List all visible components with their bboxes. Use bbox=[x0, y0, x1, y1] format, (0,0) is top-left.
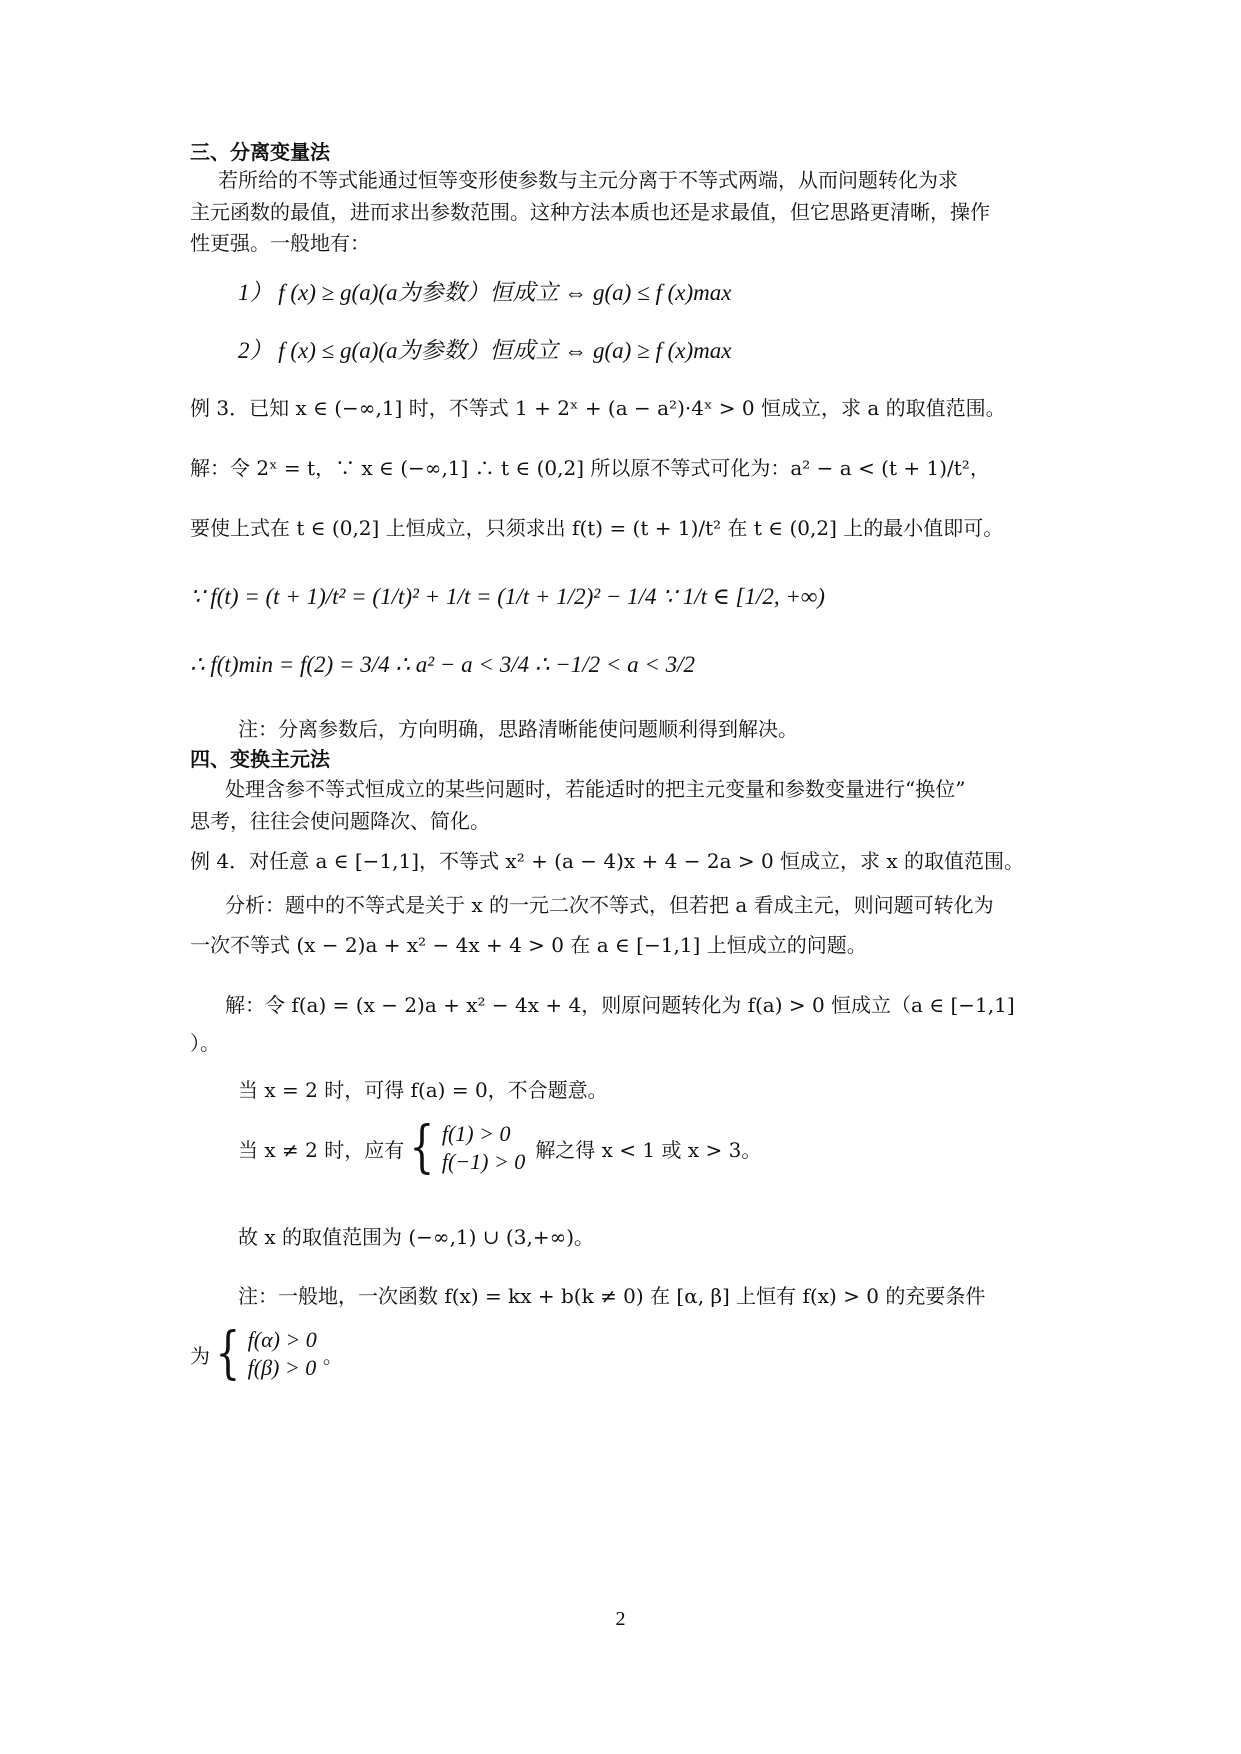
example-4-case-2 bbox=[238, 1115, 762, 1180]
case-2-suffix: 解之得 x < 1 或 x > 3。 bbox=[535, 1137, 762, 1162]
section-3-heading: 三、分离变量法 bbox=[190, 140, 330, 164]
section-3-paragraph-line-2: 主元函数的最值，进而求出参数范围。这种方法本质也还是求最值，但它思路更清晰，操作 bbox=[190, 200, 990, 224]
case-2-prefix: 当 x ≠ 2 时，应有 bbox=[238, 1137, 405, 1162]
example-3-solution-line-2: 要使上式在 t ∈ (0,2] 上恒成立，只须求出 f(t) = (t + 1)/t² 在 t ∈ (0,2] 上的最小值即可。 bbox=[190, 516, 1004, 540]
section-3-paragraph-line-1: 若所给的不等式能通过恒等变形使参数与主元分离于不等式两端，从而问题转化为求 bbox=[218, 168, 958, 192]
page-number: 2 bbox=[615, 1608, 626, 1630]
example-4-analysis-line-1: 分析：题中的不等式是关于 x 的一元二次不等式，但若把 a 看成主元，则问题可转化为 bbox=[225, 893, 994, 917]
example-4-conclusion: 故 x 的取值范围为 (−∞,1) ∪ (3,+∞)。 bbox=[238, 1225, 595, 1249]
case-2-system bbox=[442, 1120, 525, 1176]
note-2-row-1: f(α) > 0 bbox=[247, 1327, 317, 1352]
example-4-solution-line-1: 解：令 f(a) = (x − 2)a + x² − 4x + 4，则原问题转化为 f(a) > 0 恒成立（a ∈ [−1,1] bbox=[225, 993, 1015, 1017]
note-2-prefix: 为 bbox=[190, 1343, 210, 1368]
example-3-statement: 例 3．已知 x ∈ (−∞,1] 时，不等式 1 + 2ˣ + (a − a²)·4ˣ > 0 恒成立，求 a 的取值范围。 bbox=[190, 396, 1006, 420]
example-3-solution-line-3: ∵ f(t) = (t + 1)/t² = (1/t)² + 1/t = (1/t + 1/2)² − 1/4 ∵ 1/t ∈ [1/2, +∞) bbox=[190, 584, 825, 609]
example-4-case-1: 当 x = 2 时，可得 f(a) = 0，不合题意。 bbox=[238, 1078, 608, 1102]
note-2-suffix: 。 bbox=[322, 1343, 343, 1368]
example-3-solution-line-4: ∴ f(t)min = f(2) = 3/4 ∴ a² − a < 3/4 ∴ −1/2 < a < 3/2 bbox=[190, 652, 696, 677]
example-4-analysis-line-2: 一次不等式 (x − 2)a + x² − 4x + 4 > 0 在 a ∈ [−1,1] 上恒成立的问题。 bbox=[190, 933, 867, 957]
example-4-note-line-1: 注：一般地，一次函数 f(x) = kx + b(k ≠ 0) 在 [α, β] 上恒有 f(x) > 0 的充要条件 bbox=[238, 1284, 986, 1308]
example-4-solution-line-1-end: ）。 bbox=[190, 1031, 220, 1055]
left-brace-icon: { bbox=[409, 1115, 435, 1180]
section-4-paragraph-line-1: 处理含参不等式恒成立的某些问题时，若能适时的把主元变量和参数变量进行“换位” bbox=[225, 777, 966, 801]
note-2-system bbox=[248, 1326, 317, 1382]
example-4-note-line-2 bbox=[190, 1321, 343, 1386]
section-4-paragraph-line-2: 思考，往往会使问题降次、简化。 bbox=[190, 809, 490, 833]
example-4-statement: 例 4．对任意 a ∈ [−1,1]，不等式 x² + (a − 4)x + 4 − 2a > 0 恒成立，求 x 的取值范围。 bbox=[190, 849, 1025, 873]
section-3-paragraph-line-3: 性更强。一般地有： bbox=[190, 231, 370, 255]
note-2-row-2: f(β) > 0 bbox=[247, 1355, 317, 1380]
case-2-row-1: f(1) > 0 bbox=[441, 1121, 511, 1146]
rule-2: 2） f (x) ≤ g(a)(a为参数）恒成立 ⇔ g(a) ≥ f (x)max bbox=[238, 338, 732, 363]
case-2-row-2: f(−1) > 0 bbox=[441, 1149, 526, 1174]
section-4-heading: 四、变换主元法 bbox=[190, 747, 330, 771]
rule-1: 1） f (x) ≥ g(a)(a为参数）恒成立 ⇔ g(a) ≤ f (x)max bbox=[238, 280, 732, 305]
example-3-solution-line-1: 解：令 2ˣ = t，∵ x ∈ (−∞,1] ∴ t ∈ (0,2] 所以原不等式可化为：a² − a < (t + 1)/t²， bbox=[190, 456, 990, 480]
example-3-note: 注：分离参数后，方向明确，思路清晰能使问题顺利得到解决。 bbox=[238, 717, 798, 741]
left-brace-icon: { bbox=[215, 1321, 241, 1386]
